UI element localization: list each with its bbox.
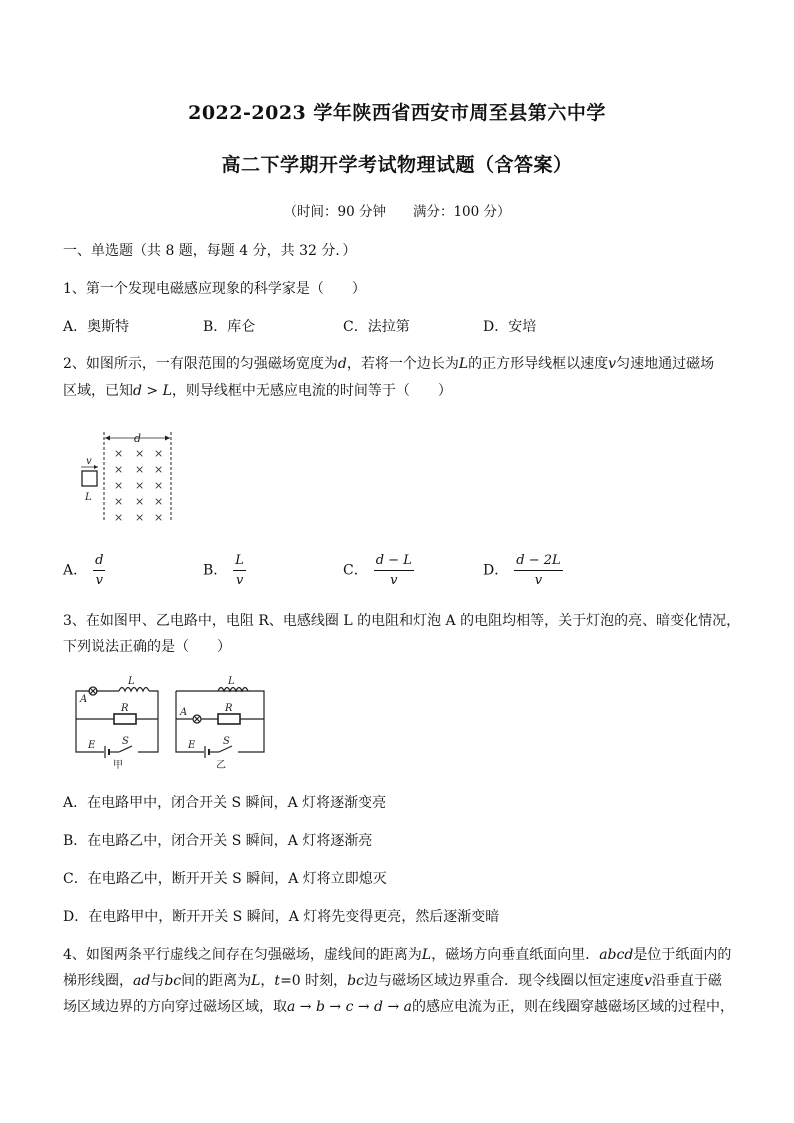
question-3-stem-line-1: 3、在如图甲、乙电路中，电阻 R、电感线圈 L 的电阻和灯泡 A 的电阻均相等，关于灯泡的亮、暗变化情况， [63, 613, 741, 629]
svg-text:×: × [114, 511, 124, 524]
document-title-line-1: 2022-2023 学年陕西省西安市周至县第六中学 [188, 102, 606, 124]
svg-text:×: × [154, 479, 164, 492]
inductor-label-jia: L [128, 676, 135, 687]
square-loop [82, 471, 97, 486]
question-3-stem-line-2: 下列说法正确的是（ ） [63, 639, 231, 655]
question-3-option-b[interactable]: B．在电路乙中，闭合开关 S 瞬间，A 灯将逐渐亮 [63, 833, 373, 849]
svg-text:×: × [135, 447, 145, 460]
svg-text:×: × [154, 511, 164, 524]
svg-text:×: × [154, 463, 164, 476]
lamp-label-yi: A [180, 707, 188, 718]
document-title-line-2: 高二下学期开学考试物理试题（含答案） [221, 154, 573, 176]
question-1-stem: 1、第一个发现电磁感应现象的科学家是（ ） [63, 281, 366, 297]
svg-text:×: × [114, 479, 124, 492]
svg-text:×: × [114, 447, 124, 460]
question-3-option-a[interactable]: A．在电路甲中，闭合开关 S 瞬间，A 灯将逐渐变亮 [63, 795, 387, 811]
svg-text:×: × [114, 495, 124, 508]
svg-text:×: × [154, 447, 164, 460]
question-1-option-d[interactable]: D．安培 [483, 319, 537, 335]
resistor-label-yi: R [225, 703, 233, 714]
question-4-stem-line-3: 场区域边界的方向穿过磁场区域，取a → b → c → d → a的感应电流为正，则在线圈穿越磁场区域的过程中， [63, 999, 734, 1015]
question-1-option-c[interactable]: C．法拉第 [343, 319, 410, 335]
switch-label-yi: S [223, 736, 230, 747]
switch-label-jia: S [122, 736, 129, 747]
velocity-label-v: v [86, 456, 92, 467]
field-crosses [114, 447, 163, 524]
lamp-label-jia: A [80, 694, 88, 705]
battery-label-yi: E [188, 740, 196, 751]
svg-text:×: × [135, 495, 145, 508]
resistor-label-jia: R [121, 703, 129, 714]
question-2-option-a[interactable]: A． $\frac{d}{v}$ [63, 553, 104, 588]
side-label-L: L [85, 492, 92, 503]
question-2-stem-line-1: 2、如图所示，一有限范围的匀强磁场宽度为d，若将一个边长为L的正方形导线框以速度v匀速地通过磁场 [63, 356, 715, 372]
exam-info: （时间：90 分钟 满分：100 分） [283, 204, 511, 220]
question-2-stem-line-2: 区域，已知d > L，则导线框中无感应电流的时间等于（ ） [63, 383, 452, 399]
svg-text:×: × [114, 463, 124, 476]
question-1-option-a[interactable]: A．奥斯特 [63, 319, 130, 335]
section-heading: 一、单选题（共 8 题，每题 4 分，共 32 分．） [63, 243, 357, 259]
question-2-magnetic-field-figure [74, 428, 178, 526]
question-2-option-b[interactable]: B． $\frac{L}{v}$ [203, 553, 244, 588]
caption-jia: 甲 [113, 760, 123, 770]
question-1-option-b[interactable]: B．库仑 [203, 319, 256, 335]
question-3-circuit-figure [68, 674, 268, 770]
svg-text:×: × [154, 495, 164, 508]
inductor-label-yi: L [228, 676, 235, 687]
question-4-stem-line-1: 4、如图两条平行虚线之间存在匀强磁场，虚线间的距离为L，磁场方向垂直纸面向里．abcd是位于纸面内的 [63, 947, 732, 963]
question-3-option-d[interactable]: D．在电路甲中，断开开关 S 瞬间，A 灯将先变得更亮，然后逐渐变暗 [63, 909, 500, 925]
svg-text:×: × [135, 479, 145, 492]
svg-text:×: × [135, 463, 145, 476]
question-2-option-c[interactable]: C． $\frac{d - L}{v}$ [343, 553, 412, 588]
question-3-option-c[interactable]: C．在电路乙中，断开开关 S 瞬间，A 灯将立即熄灭 [63, 871, 387, 887]
battery-label-jia: E [88, 740, 96, 751]
question-4-stem-line-2: 梯形线圈，ad与bc间的距离为L，t=0 时刻，bc边与磁场区域边界重合．现令线圈以恒定速度v沿垂直于磁 [63, 973, 722, 989]
caption-yi: 乙 [216, 760, 226, 770]
question-2-option-d[interactable]: D． $\frac{d - 2L}{v}$ [483, 553, 561, 588]
width-label-d: d [134, 432, 142, 445]
svg-text:×: × [135, 511, 145, 524]
